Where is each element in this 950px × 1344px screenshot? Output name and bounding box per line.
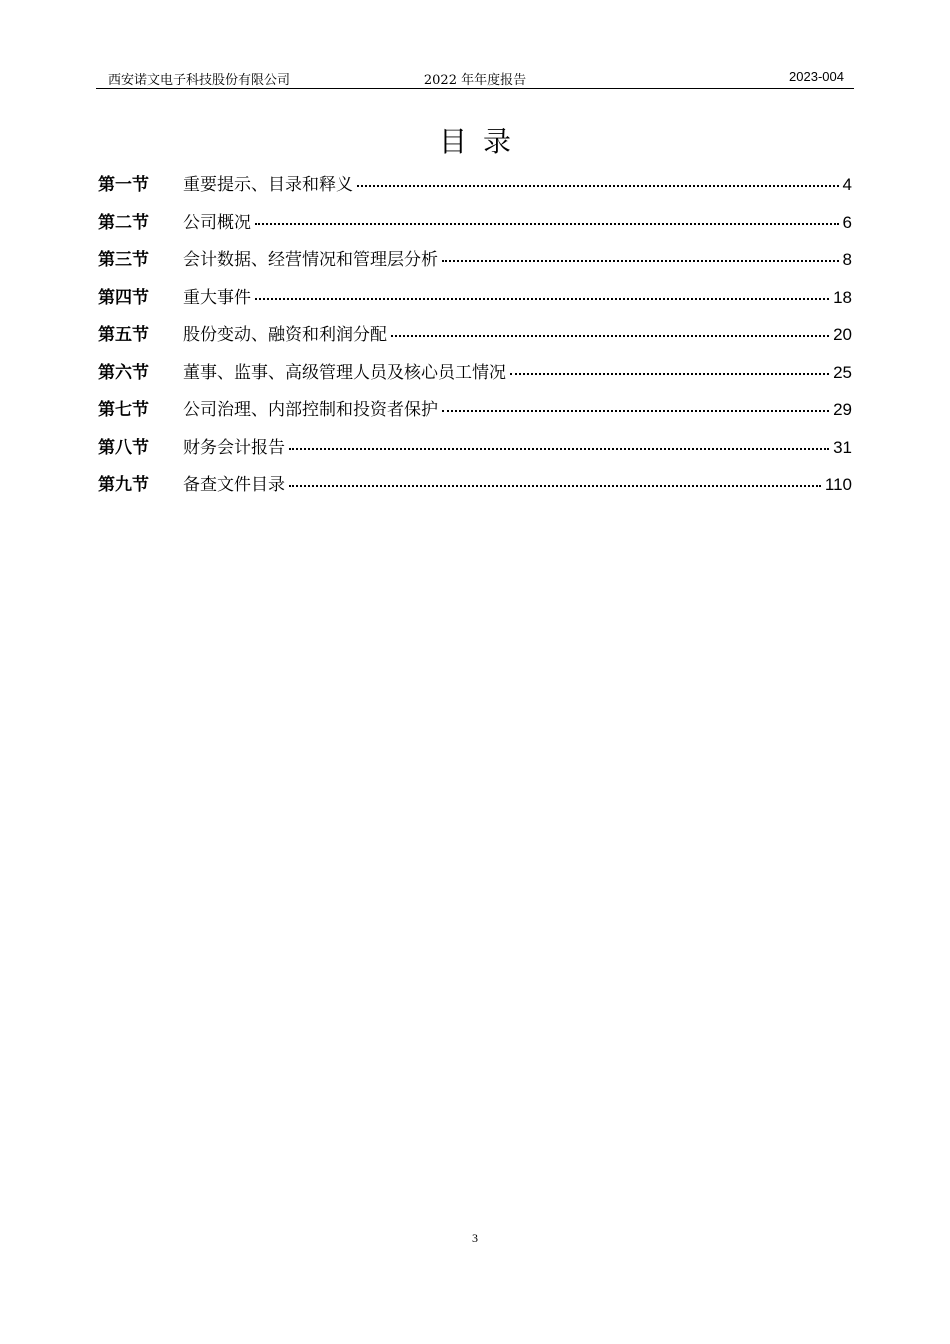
toc-entry[interactable] <box>98 433 852 471</box>
toc-page-number: 29 <box>833 400 852 419</box>
toc-section-title: 备查文件目录 <box>183 475 285 495</box>
toc-dot-leader <box>391 334 829 337</box>
toc-section-number: 第八节 <box>98 437 149 458</box>
header-company-name: 西安诺文电子科技股份有限公司 <box>108 73 291 88</box>
toc-dot-leader <box>289 484 821 487</box>
footer-page-number: 3 <box>472 1231 478 1245</box>
toc-dot-leader <box>255 297 829 300</box>
toc-section-number: 第五节 <box>98 325 149 345</box>
toc-page-number: 25 <box>833 362 852 382</box>
toc-page-number: 110 <box>824 475 852 494</box>
toc-page-number: 6 <box>842 212 852 232</box>
toc-section-title: 公司治理、内部控制和投资者保护 <box>183 400 438 420</box>
toc-section-number: 第六节 <box>98 362 149 383</box>
header-report-title: 2022 年年度报告 <box>423 73 527 88</box>
toc-entry[interactable] <box>98 208 852 246</box>
toc-section-number: 第四节 <box>98 287 149 308</box>
toc-section-number: 第一节 <box>98 175 149 195</box>
toc-entry[interactable] <box>98 470 852 508</box>
toc-dot-leader <box>289 447 829 450</box>
toc-section-number: 第三节 <box>98 250 149 270</box>
toc-section-number: 第二节 <box>98 212 149 233</box>
page-header <box>96 66 854 89</box>
toc-section-title: 公司概况 <box>183 212 251 233</box>
header-document-code: 2023-004 <box>789 69 844 84</box>
toc-section-number: 第七节 <box>98 400 149 420</box>
toc-page-number: 4 <box>842 175 852 194</box>
toc-entry[interactable] <box>98 283 852 321</box>
toc-dot-leader <box>442 409 829 412</box>
toc-page-number: 8 <box>842 250 852 269</box>
toc-entry[interactable] <box>98 170 852 208</box>
page-title: 目录 <box>438 125 527 158</box>
toc-dot-leader <box>442 259 839 262</box>
toc-dot-leader <box>510 372 829 375</box>
toc-dot-leader <box>357 184 839 187</box>
toc-section-title: 董事、监事、高级管理人员及核心员工情况 <box>183 362 506 383</box>
table-of-contents <box>98 170 852 508</box>
toc-section-title: 会计数据、经营情况和管理层分析 <box>183 250 438 270</box>
toc-entry[interactable] <box>98 320 852 358</box>
toc-entry[interactable] <box>98 245 852 283</box>
toc-page-number: 31 <box>833 437 852 457</box>
toc-page-number: 18 <box>833 287 852 307</box>
toc-dot-leader <box>255 222 839 225</box>
toc-section-title: 股份变动、融资和利润分配 <box>183 325 387 345</box>
toc-entry[interactable] <box>98 395 852 433</box>
toc-section-number: 第九节 <box>98 475 149 495</box>
toc-section-title: 财务会计报告 <box>183 437 285 458</box>
toc-section-title: 重要提示、目录和释义 <box>183 175 353 195</box>
toc-section-title: 重大事件 <box>183 287 251 308</box>
toc-page-number: 20 <box>833 325 852 344</box>
toc-entry[interactable] <box>98 358 852 396</box>
